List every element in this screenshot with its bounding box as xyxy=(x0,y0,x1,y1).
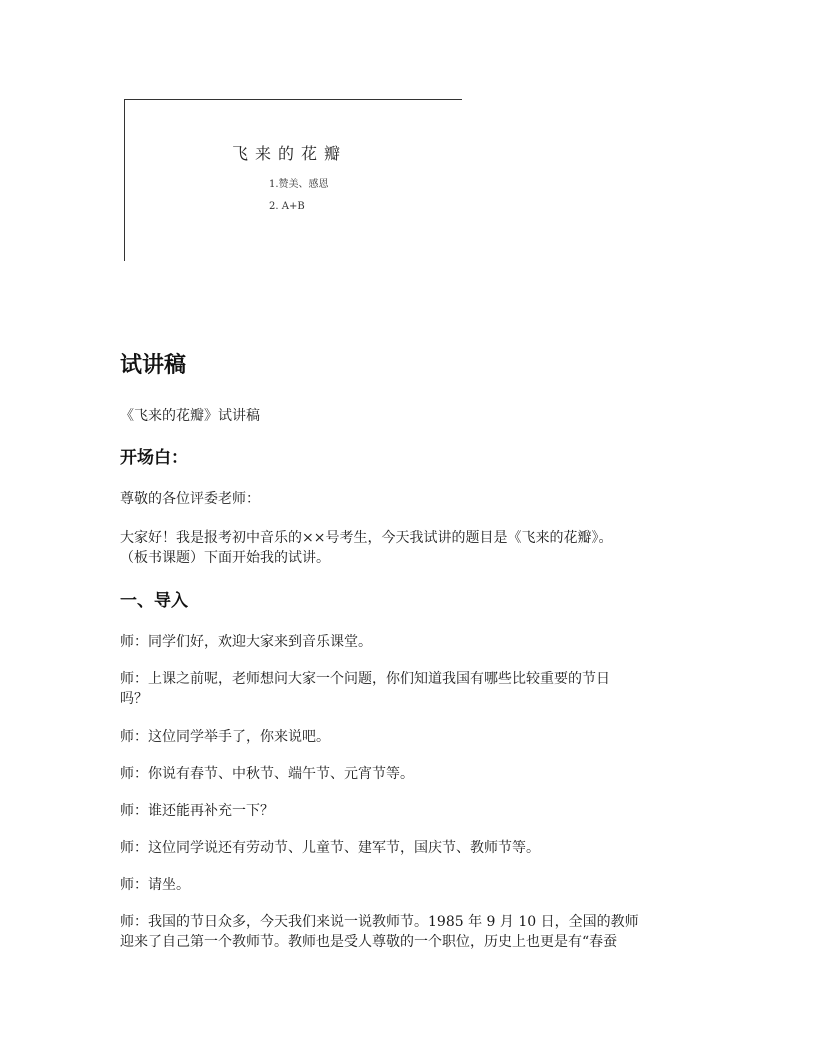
dialogue-line: 迎来了自己第一个教师节。教师也是受人尊敬的一个职位，历史上也更是有“春蚕 xyxy=(120,934,618,950)
section-heading-opening: 开场白： xyxy=(120,448,188,468)
board-top-border xyxy=(124,99,462,100)
board-left-border xyxy=(124,99,125,261)
dialogue-line: 师：请坐。 xyxy=(120,877,190,893)
intro-paragraph-line-2: （板书课题）下面开始我的试讲。 xyxy=(120,550,330,566)
board-title: 飞来的花瓣 xyxy=(232,144,348,163)
dialogue-line: 师：这位同学举手了，你来说吧。 xyxy=(120,729,330,745)
dialogue-line: 师：这位同学说还有劳动节、儿童节、建军节，国庆节、教师节等。 xyxy=(120,840,540,856)
greeting-paragraph: 尊敬的各位评委老师： xyxy=(120,491,260,507)
intro-paragraph-line-1: 大家好！我是报考初中音乐的××号考生，今天我试讲的题目是《飞来的花瓣》。 xyxy=(120,530,613,546)
blackboard-design xyxy=(124,99,462,261)
section-heading-intro: 一、导入 xyxy=(120,591,188,611)
dialogue-line: 师：谁还能再补充一下？ xyxy=(120,803,274,819)
dialogue-line: 师：你说有春节、中秋节、端午节、元宵节等。 xyxy=(120,766,414,782)
dialogue-line: 吗？ xyxy=(120,691,148,707)
document-title: 试讲稿 xyxy=(120,353,187,378)
dialogue-line: 师：我国的节日众多，今天我们来说一说教师节。1985 年 9 月 10 日，全国的教师 xyxy=(120,914,639,930)
board-item-2: 2. A+B xyxy=(269,201,305,212)
document-subtitle: 《飞来的花瓣》试讲稿 xyxy=(120,408,260,424)
dialogue-line: 师：同学们好，欢迎大家来到音乐课堂。 xyxy=(120,634,372,650)
board-item-1: 1.赞美、感恩 xyxy=(269,179,329,190)
dialogue-line: 师：上课之前呢，老师想问大家一个问题，你们知道我国有哪些比较重要的节日 xyxy=(120,671,610,687)
